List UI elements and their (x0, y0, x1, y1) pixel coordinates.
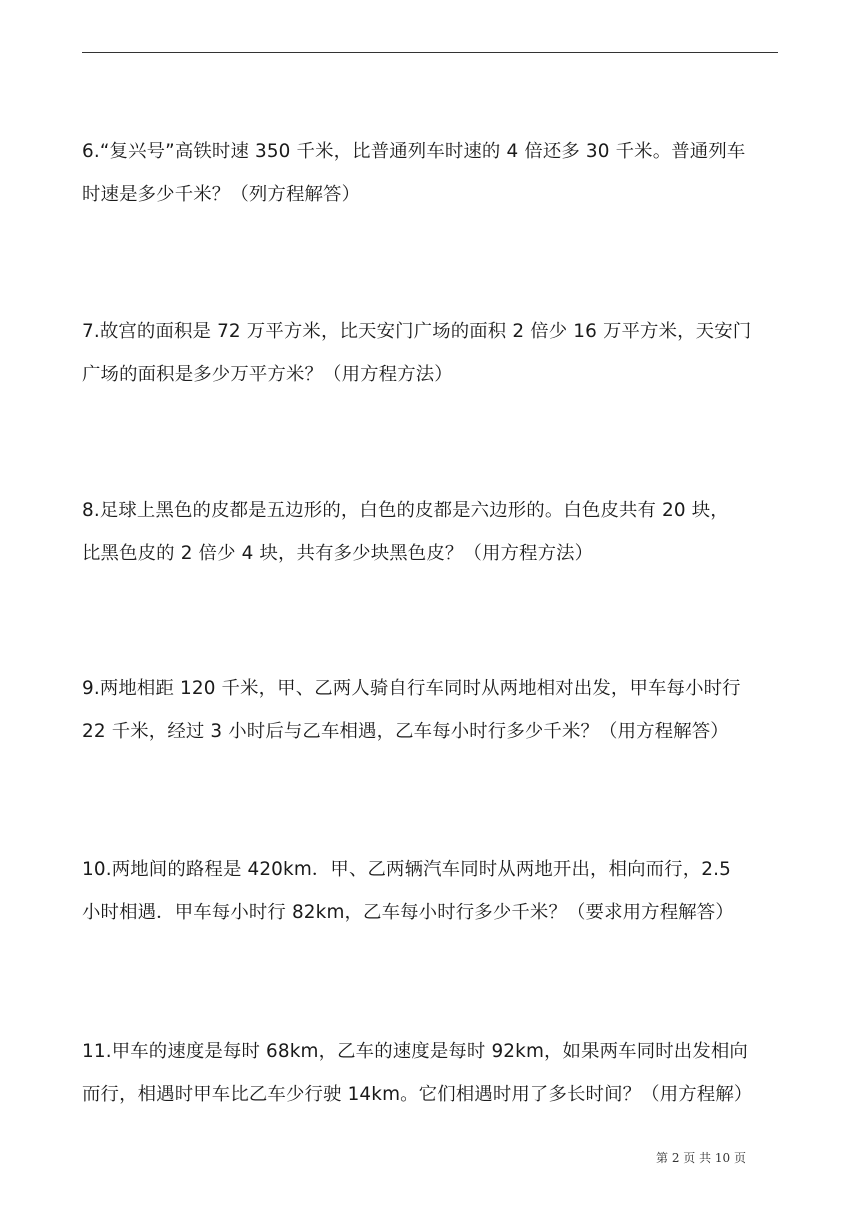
problem-9 (82, 667, 782, 753)
problem-8 (82, 489, 782, 575)
problem-10-line-1: 10.两地间的路程是 420km．甲、乙两辆汽车同时从两地开出，相向而行，2.5 (82, 859, 731, 880)
page-number: 第 2 页 共 10 页 (656, 1151, 746, 1165)
problem-11-line-1: 11.甲车的速度是每时 68km，乙车的速度是每时 92km，如果两车同时出发相向 (82, 1041, 748, 1062)
problem-7-line-2: 广场的面积是多少万平方米？（用方程方法） (82, 364, 453, 385)
problem-10-line-2: 小时相遇．甲车每小时行 82km，乙车每小时行多少千米？（要求用方程解答） (82, 902, 734, 923)
problem-8-line-1: 8.足球上黑色的皮都是五边形的，白色的皮都是六边形的。白色皮共有 20 块， (82, 500, 729, 521)
problem-8-line-2: 比黑色皮的 2 倍少 4 块，共有多少块黑色皮？（用方程方法） (82, 543, 594, 564)
problem-6-line-2: 时速是多少千米？（列方程解答） (82, 184, 361, 205)
problem-11-line-2: 而行，相遇时甲车比乙车少行驶 14km。它们相遇时用了多长时间？（用方程解） (82, 1084, 753, 1105)
problem-10 (82, 848, 782, 934)
problem-9-line-2: 22 千米，经过 3 小时后与乙车相遇，乙车每小时行多少千米？（用方程解答） (82, 721, 729, 742)
problem-7 (82, 310, 782, 396)
problem-6-line-1: 6.“复兴号”高铁时速 350 千米，比普通列车时速的 4 倍还多 30 千米。普通列车 (82, 141, 746, 162)
header-rule (82, 52, 778, 53)
problem-6 (82, 130, 782, 216)
problem-7-line-1: 7.故宫的面积是 72 万平方米，比天安门广场的面积 2 倍少 16 万平方米，天安门 (82, 321, 752, 342)
problem-11 (82, 1030, 782, 1116)
problem-9-line-1: 9.两地相距 120 千米，甲、乙两人骑自行车同时从两地相对出发，甲车每小时行 (82, 678, 741, 699)
